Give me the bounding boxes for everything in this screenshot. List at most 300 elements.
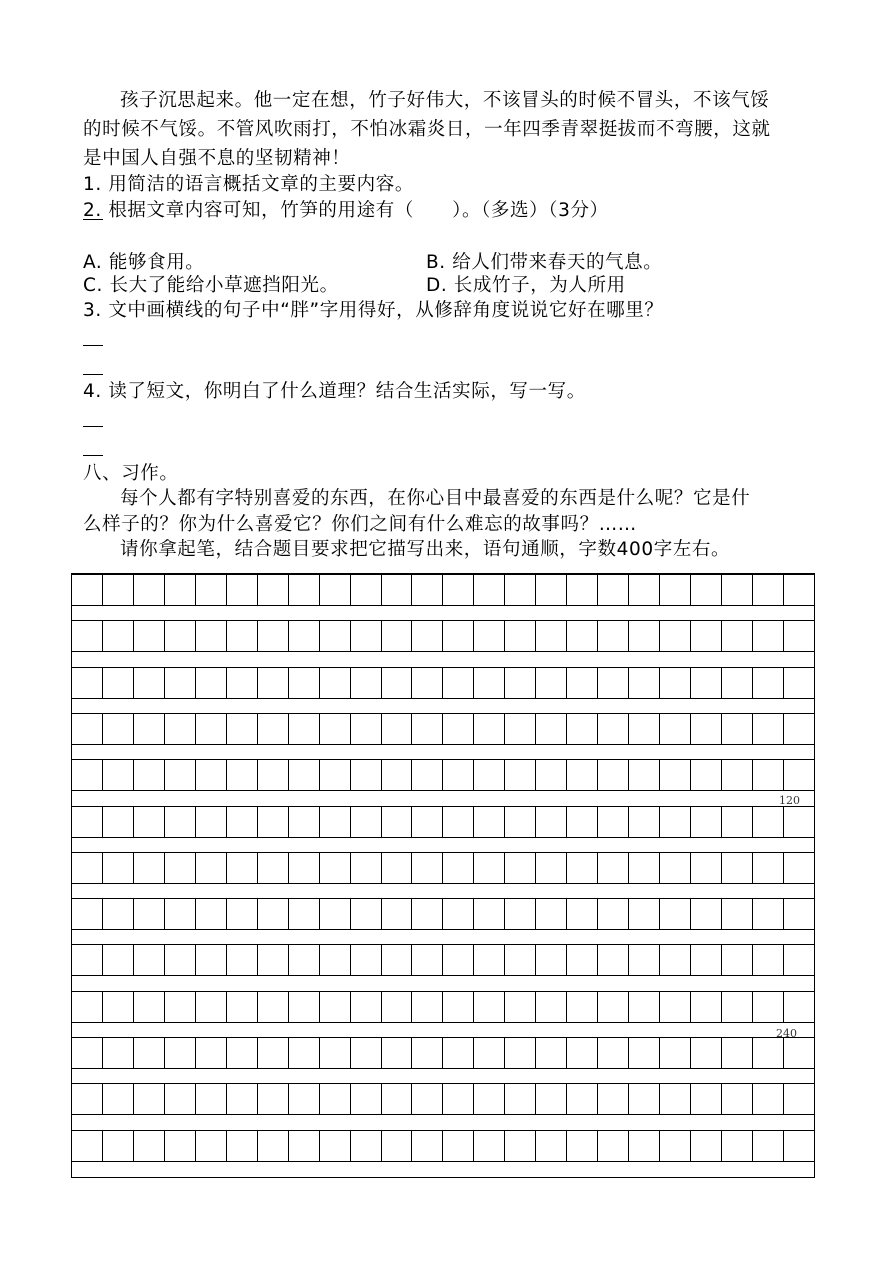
grid-cell[interactable] [504,1083,535,1115]
grid-cell[interactable] [381,806,412,838]
grid-cell[interactable] [226,1130,257,1162]
grid-cell[interactable] [381,620,412,652]
grid-cell[interactable] [72,944,102,976]
grid-cell[interactable] [102,944,133,976]
grid-cell[interactable] [690,620,721,652]
grid-cell[interactable] [411,1083,442,1115]
grid-cell[interactable] [473,1083,504,1115]
grid-cell[interactable] [535,620,566,652]
grid-cell[interactable] [195,991,226,1023]
grid-cell[interactable] [133,759,164,791]
grid-cell[interactable] [257,1037,288,1069]
grid-cell[interactable] [566,991,597,1023]
grid-cell[interactable] [783,898,814,930]
grid-cell[interactable] [690,991,721,1023]
grid-cell[interactable] [381,944,412,976]
grid-cell[interactable] [752,759,783,791]
grid-cell[interactable] [783,620,814,652]
grid-cell[interactable] [226,852,257,884]
grid-cell[interactable] [102,1130,133,1162]
grid-cell[interactable] [504,806,535,838]
grid-cell[interactable] [195,574,226,606]
grid-cell[interactable] [133,1083,164,1115]
grid-cell[interactable] [597,713,628,745]
grid-cell[interactable] [473,574,504,606]
grid-cell[interactable] [72,806,102,838]
grid-cell[interactable] [442,852,473,884]
grid-cell[interactable] [288,852,319,884]
grid-cell[interactable] [164,898,195,930]
grid-cell[interactable] [504,759,535,791]
grid-cell[interactable] [257,713,288,745]
grid-cell[interactable] [442,806,473,838]
grid-cell[interactable] [288,944,319,976]
grid-cell[interactable] [350,667,381,699]
grid-cell[interactable] [752,991,783,1023]
grid-cell[interactable] [195,759,226,791]
grid-cell[interactable] [133,806,164,838]
grid-cell[interactable] [628,898,659,930]
grid-cell[interactable] [72,1130,102,1162]
grid-cell[interactable] [411,759,442,791]
grid-cell[interactable] [721,944,752,976]
grid-cell[interactable] [319,806,350,838]
grid-cell[interactable] [411,991,442,1023]
grid-cell[interactable] [133,991,164,1023]
grid-cell[interactable] [690,574,721,606]
grid-cell[interactable] [226,1083,257,1115]
grid-cell[interactable] [350,759,381,791]
grid-cell[interactable] [721,898,752,930]
grid-cell[interactable] [226,713,257,745]
grid-cell[interactable] [350,713,381,745]
grid-cell[interactable] [350,944,381,976]
grid-cell[interactable] [721,759,752,791]
grid-cell[interactable] [164,1083,195,1115]
grid-cell[interactable] [783,1083,814,1115]
grid-cell[interactable] [783,806,814,838]
grid-cell[interactable] [659,1083,690,1115]
grid-cell[interactable] [721,574,752,606]
answer-blank-q3-1[interactable] [83,345,103,346]
grid-cell[interactable] [783,713,814,745]
grid-cell[interactable] [566,898,597,930]
grid-cell[interactable] [752,667,783,699]
grid-cell[interactable] [164,991,195,1023]
grid-cell[interactable] [133,667,164,699]
grid-cell[interactable] [257,759,288,791]
grid-cell[interactable] [102,1037,133,1069]
grid-cell[interactable] [597,759,628,791]
grid-cell[interactable] [350,991,381,1023]
grid-cell[interactable] [783,574,814,606]
grid-cell[interactable] [442,574,473,606]
grid-cell[interactable] [504,991,535,1023]
grid-cell[interactable] [566,574,597,606]
grid-cell[interactable] [628,806,659,838]
grid-cell[interactable] [659,991,690,1023]
grid-cell[interactable] [257,806,288,838]
grid-cell[interactable] [752,620,783,652]
grid-cell[interactable] [690,898,721,930]
grid-cell[interactable] [783,991,814,1023]
grid-cell[interactable] [473,759,504,791]
grid-cell[interactable] [72,713,102,745]
grid-cell[interactable] [566,713,597,745]
grid-cell[interactable] [72,1037,102,1069]
grid-cell[interactable] [566,944,597,976]
grid-cell[interactable] [628,944,659,976]
grid-cell[interactable] [164,944,195,976]
grid-cell[interactable] [659,806,690,838]
grid-cell[interactable] [535,574,566,606]
grid-cell[interactable] [72,574,102,606]
grid-cell[interactable] [226,898,257,930]
grid-cell[interactable] [597,574,628,606]
grid-cell[interactable] [133,1130,164,1162]
grid-cell[interactable] [659,620,690,652]
grid-cell[interactable] [659,713,690,745]
grid-cell[interactable] [257,852,288,884]
grid-cell[interactable] [164,620,195,652]
grid-cell[interactable] [319,1083,350,1115]
grid-cell[interactable] [442,944,473,976]
grid-cell[interactable] [628,620,659,652]
q2-option-b[interactable]: B. 给人们带来春天的气息。 [426,252,663,273]
grid-cell[interactable] [690,1037,721,1069]
grid-cell[interactable] [350,574,381,606]
grid-cell[interactable] [381,1130,412,1162]
grid-cell[interactable] [72,620,102,652]
grid-cell[interactable] [257,574,288,606]
grid-cell[interactable] [659,1130,690,1162]
grid-cell[interactable] [164,1130,195,1162]
grid-cell[interactable] [350,1083,381,1115]
grid-cell[interactable] [288,759,319,791]
grid-cell[interactable] [319,620,350,652]
grid-cell[interactable] [597,898,628,930]
grid-cell[interactable] [473,852,504,884]
grid-cell[interactable] [257,944,288,976]
grid-cell[interactable] [566,1083,597,1115]
grid-cell[interactable] [473,713,504,745]
grid-cell[interactable] [628,1037,659,1069]
grid-cell[interactable] [319,1130,350,1162]
grid-cell[interactable] [690,806,721,838]
grid-cell[interactable] [690,1130,721,1162]
grid-cell[interactable] [659,759,690,791]
grid-cell[interactable] [442,620,473,652]
grid-cell[interactable] [381,1037,412,1069]
grid-cell[interactable] [504,620,535,652]
grid-cell[interactable] [195,620,226,652]
grid-cell[interactable] [411,667,442,699]
grid-cell[interactable] [381,759,412,791]
grid-cell[interactable] [102,667,133,699]
grid-cell[interactable] [288,1037,319,1069]
grid-cell[interactable] [195,713,226,745]
grid-cell[interactable] [721,1130,752,1162]
grid-cell[interactable] [381,667,412,699]
grid-cell[interactable] [381,852,412,884]
grid-cell[interactable] [350,852,381,884]
grid-cell[interactable] [195,944,226,976]
grid-cell[interactable] [597,667,628,699]
grid-cell[interactable] [535,944,566,976]
grid-cell[interactable] [411,574,442,606]
grid-cell[interactable] [690,713,721,745]
grid-cell[interactable] [133,574,164,606]
grid-cell[interactable] [411,1130,442,1162]
grid-cell[interactable] [102,1083,133,1115]
grid-cell[interactable] [102,620,133,652]
grid-cell[interactable] [411,1037,442,1069]
grid-cell[interactable] [473,898,504,930]
grid-cell[interactable] [319,1037,350,1069]
grid-cell[interactable] [226,944,257,976]
grid-cell[interactable] [690,667,721,699]
grid-cell[interactable] [164,1037,195,1069]
grid-cell[interactable] [566,852,597,884]
grid-cell[interactable] [535,667,566,699]
grid-cell[interactable] [566,667,597,699]
grid-cell[interactable] [504,898,535,930]
grid-cell[interactable] [72,1083,102,1115]
grid-cell[interactable] [659,667,690,699]
grid-cell[interactable] [628,852,659,884]
grid-cell[interactable] [597,1083,628,1115]
grid-cell[interactable] [535,1130,566,1162]
grid-cell[interactable] [628,667,659,699]
grid-cell[interactable] [381,1083,412,1115]
grid-cell[interactable] [195,667,226,699]
grid-cell[interactable] [783,1037,814,1069]
grid-cell[interactable] [133,1037,164,1069]
grid-cell[interactable] [133,713,164,745]
composition-grid[interactable] [71,573,815,1178]
grid-cell[interactable] [504,667,535,699]
grid-cell[interactable] [504,574,535,606]
grid-cell[interactable] [442,667,473,699]
grid-cell[interactable] [133,898,164,930]
grid-cell[interactable] [226,620,257,652]
grid-cell[interactable] [226,991,257,1023]
grid-cell[interactable] [504,713,535,745]
grid-cell[interactable] [504,1130,535,1162]
grid-cell[interactable] [628,574,659,606]
grid-cell[interactable] [535,991,566,1023]
grid-cell[interactable] [535,713,566,745]
grid-cell[interactable] [102,898,133,930]
grid-cell[interactable] [442,1037,473,1069]
grid-cell[interactable] [226,759,257,791]
grid-cell[interactable] [783,852,814,884]
grid-cell[interactable] [535,1083,566,1115]
grid-cell[interactable] [690,1083,721,1115]
grid-cell[interactable] [597,1037,628,1069]
grid-cell[interactable] [288,1083,319,1115]
grid-cell[interactable] [350,620,381,652]
grid-cell[interactable] [721,1083,752,1115]
grid-cell[interactable] [257,898,288,930]
grid-cell[interactable] [659,898,690,930]
grid-cell[interactable] [319,991,350,1023]
answer-blank-q3-2[interactable] [83,374,103,375]
grid-cell[interactable] [164,806,195,838]
grid-cell[interactable] [195,806,226,838]
grid-cell[interactable] [597,1130,628,1162]
grid-cell[interactable] [721,620,752,652]
grid-cell[interactable] [752,806,783,838]
grid-cell[interactable] [102,806,133,838]
grid-cell[interactable] [628,713,659,745]
grid-cell[interactable] [659,1037,690,1069]
grid-cell[interactable] [721,991,752,1023]
grid-cell[interactable] [164,713,195,745]
grid-cell[interactable] [566,759,597,791]
grid-cell[interactable] [628,759,659,791]
grid-cell[interactable] [504,1037,535,1069]
grid-cell[interactable] [752,713,783,745]
grid-cell[interactable] [597,852,628,884]
grid-cell[interactable] [566,806,597,838]
grid-cell[interactable] [721,806,752,838]
grid-cell[interactable] [566,1130,597,1162]
grid-cell[interactable] [690,944,721,976]
grid-cell[interactable] [102,991,133,1023]
grid-cell[interactable] [473,991,504,1023]
grid-cell[interactable] [535,898,566,930]
grid-cell[interactable] [473,944,504,976]
grid-cell[interactable] [350,1037,381,1069]
grid-cell[interactable] [195,1130,226,1162]
grid-cell[interactable] [752,574,783,606]
grid-cell[interactable] [72,852,102,884]
grid-cell[interactable] [102,574,133,606]
grid-cell[interactable] [721,852,752,884]
grid-cell[interactable] [783,944,814,976]
grid-cell[interactable] [690,852,721,884]
grid-cell[interactable] [381,991,412,1023]
grid-cell[interactable] [752,898,783,930]
grid-cell[interactable] [473,806,504,838]
grid-cell[interactable] [319,759,350,791]
grid-cell[interactable] [535,759,566,791]
grid-cell[interactable] [350,1130,381,1162]
grid-cell[interactable] [411,806,442,838]
grid-cell[interactable] [752,1037,783,1069]
grid-cell[interactable] [350,806,381,838]
grid-cell[interactable] [721,1037,752,1069]
grid-cell[interactable] [72,991,102,1023]
grid-cell[interactable] [597,806,628,838]
grid-cell[interactable] [721,713,752,745]
grid-cell[interactable] [164,574,195,606]
grid-cell[interactable] [226,1037,257,1069]
grid-cell[interactable] [597,944,628,976]
grid-cell[interactable] [226,574,257,606]
grid-cell[interactable] [752,1130,783,1162]
grid-cell[interactable] [442,759,473,791]
grid-cell[interactable] [350,898,381,930]
grid-cell[interactable] [411,713,442,745]
grid-cell[interactable] [195,1037,226,1069]
grid-cell[interactable] [288,806,319,838]
grid-cell[interactable] [195,1083,226,1115]
grid-cell[interactable] [288,991,319,1023]
grid-cell[interactable] [566,1037,597,1069]
grid-cell[interactable] [102,713,133,745]
q2-option-c[interactable]: C. 长大了能给小草遮挡阳光。 [83,275,339,296]
grid-cell[interactable] [72,667,102,699]
grid-cell[interactable] [504,852,535,884]
grid-cell[interactable] [319,944,350,976]
grid-cell[interactable] [690,759,721,791]
grid-cell[interactable] [442,991,473,1023]
grid-cell[interactable] [319,898,350,930]
grid-cell[interactable] [411,852,442,884]
answer-blank-q4-1[interactable] [83,426,103,427]
grid-cell[interactable] [597,620,628,652]
grid-cell[interactable] [257,991,288,1023]
grid-cell[interactable] [381,574,412,606]
grid-cell[interactable] [597,991,628,1023]
grid-cell[interactable] [473,1037,504,1069]
grid-cell[interactable] [195,898,226,930]
grid-cell[interactable] [72,898,102,930]
grid-cell[interactable] [473,620,504,652]
grid-cell[interactable] [566,620,597,652]
q2-option-d[interactable]: D. 长成竹子，为人所用 [426,275,626,296]
grid-cell[interactable] [226,806,257,838]
grid-cell[interactable] [288,898,319,930]
grid-cell[interactable] [381,713,412,745]
grid-cell[interactable] [752,1083,783,1115]
grid-cell[interactable] [442,713,473,745]
grid-cell[interactable] [288,1130,319,1162]
grid-cell[interactable] [257,667,288,699]
grid-cell[interactable] [226,667,257,699]
grid-cell[interactable] [783,1130,814,1162]
grid-cell[interactable] [411,944,442,976]
grid-cell[interactable] [319,713,350,745]
grid-cell[interactable] [288,574,319,606]
grid-cell[interactable] [411,620,442,652]
grid-cell[interactable] [133,852,164,884]
grid-cell[interactable] [721,667,752,699]
grid-cell[interactable] [473,667,504,699]
grid-cell[interactable] [659,944,690,976]
grid-cell[interactable] [257,1130,288,1162]
grid-cell[interactable] [473,1130,504,1162]
grid-cell[interactable] [133,944,164,976]
answer-blank-q4-2[interactable] [83,455,103,456]
grid-cell[interactable] [319,574,350,606]
grid-cell[interactable] [319,852,350,884]
grid-cell[interactable] [102,759,133,791]
grid-cell[interactable] [288,667,319,699]
grid-cell[interactable] [628,1130,659,1162]
grid-cell[interactable] [628,991,659,1023]
grid-cell[interactable] [319,667,350,699]
grid-cell[interactable] [535,852,566,884]
grid-cell[interactable] [535,806,566,838]
grid-cell[interactable] [164,759,195,791]
grid-cell[interactable] [659,574,690,606]
grid-cell[interactable] [442,1130,473,1162]
q2-option-a[interactable]: A. 能够食用。 [83,252,205,273]
grid-cell[interactable] [195,852,226,884]
